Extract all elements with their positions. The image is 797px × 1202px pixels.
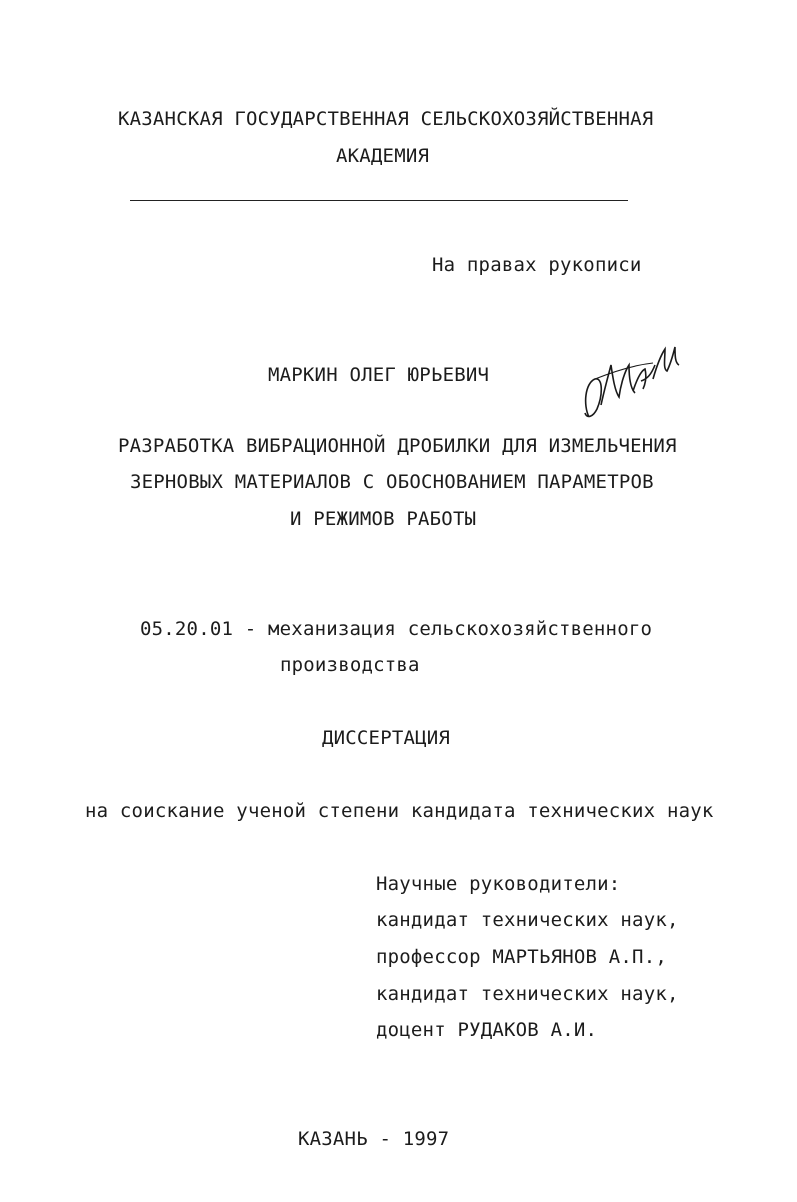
rights-note: На правах рукописи bbox=[432, 254, 642, 276]
degree-statement: на соискание ученой степени кандидата технических наук bbox=[85, 800, 714, 822]
supervisor-line: кандидат технических наук, bbox=[376, 909, 679, 931]
author-signature bbox=[575, 335, 685, 425]
place-year: КАЗАНЬ - 1997 bbox=[298, 1128, 450, 1150]
supervisor-line: профессор МАРТЬЯНОВ А.П., bbox=[376, 946, 667, 968]
supervisors-heading: Научные руководители: bbox=[376, 873, 621, 895]
thesis-title-line-1: РАЗРАБОТКА ВИБРАЦИОННОЙ ДРОБИЛКИ ДЛЯ ИЗМЕЛЬЧЕНИЯ bbox=[118, 435, 677, 457]
specialty-line-1: 05.20.01 - механизация сельскохозяйственного bbox=[140, 618, 653, 640]
header-divider bbox=[130, 200, 628, 201]
specialty-line-2: производства bbox=[280, 654, 420, 676]
institution-line-1: КАЗАНСКАЯ ГОСУДАРСТВЕННАЯ СЕЛЬСКОХОЗЯЙСТВЕННАЯ bbox=[118, 108, 654, 130]
supervisor-line: кандидат технических наук, bbox=[376, 983, 679, 1005]
thesis-title-line-2: ЗЕРНОВЫХ МАТЕРИАЛОВ С ОБОСНОВАНИЕМ ПАРАМЕТРОВ bbox=[130, 471, 654, 493]
thesis-title-line-3: И РЕЖИМОВ РАБОТЫ bbox=[290, 508, 477, 530]
supervisor-line: доцент РУДАКОВ А.И. bbox=[376, 1019, 598, 1041]
document-type: ДИССЕРТАЦИЯ bbox=[322, 727, 451, 749]
institution-line-2: АКАДЕМИЯ bbox=[336, 145, 430, 167]
author-name: МАРКИН ОЛЕГ ЮРЬЕВИЧ bbox=[268, 364, 490, 386]
